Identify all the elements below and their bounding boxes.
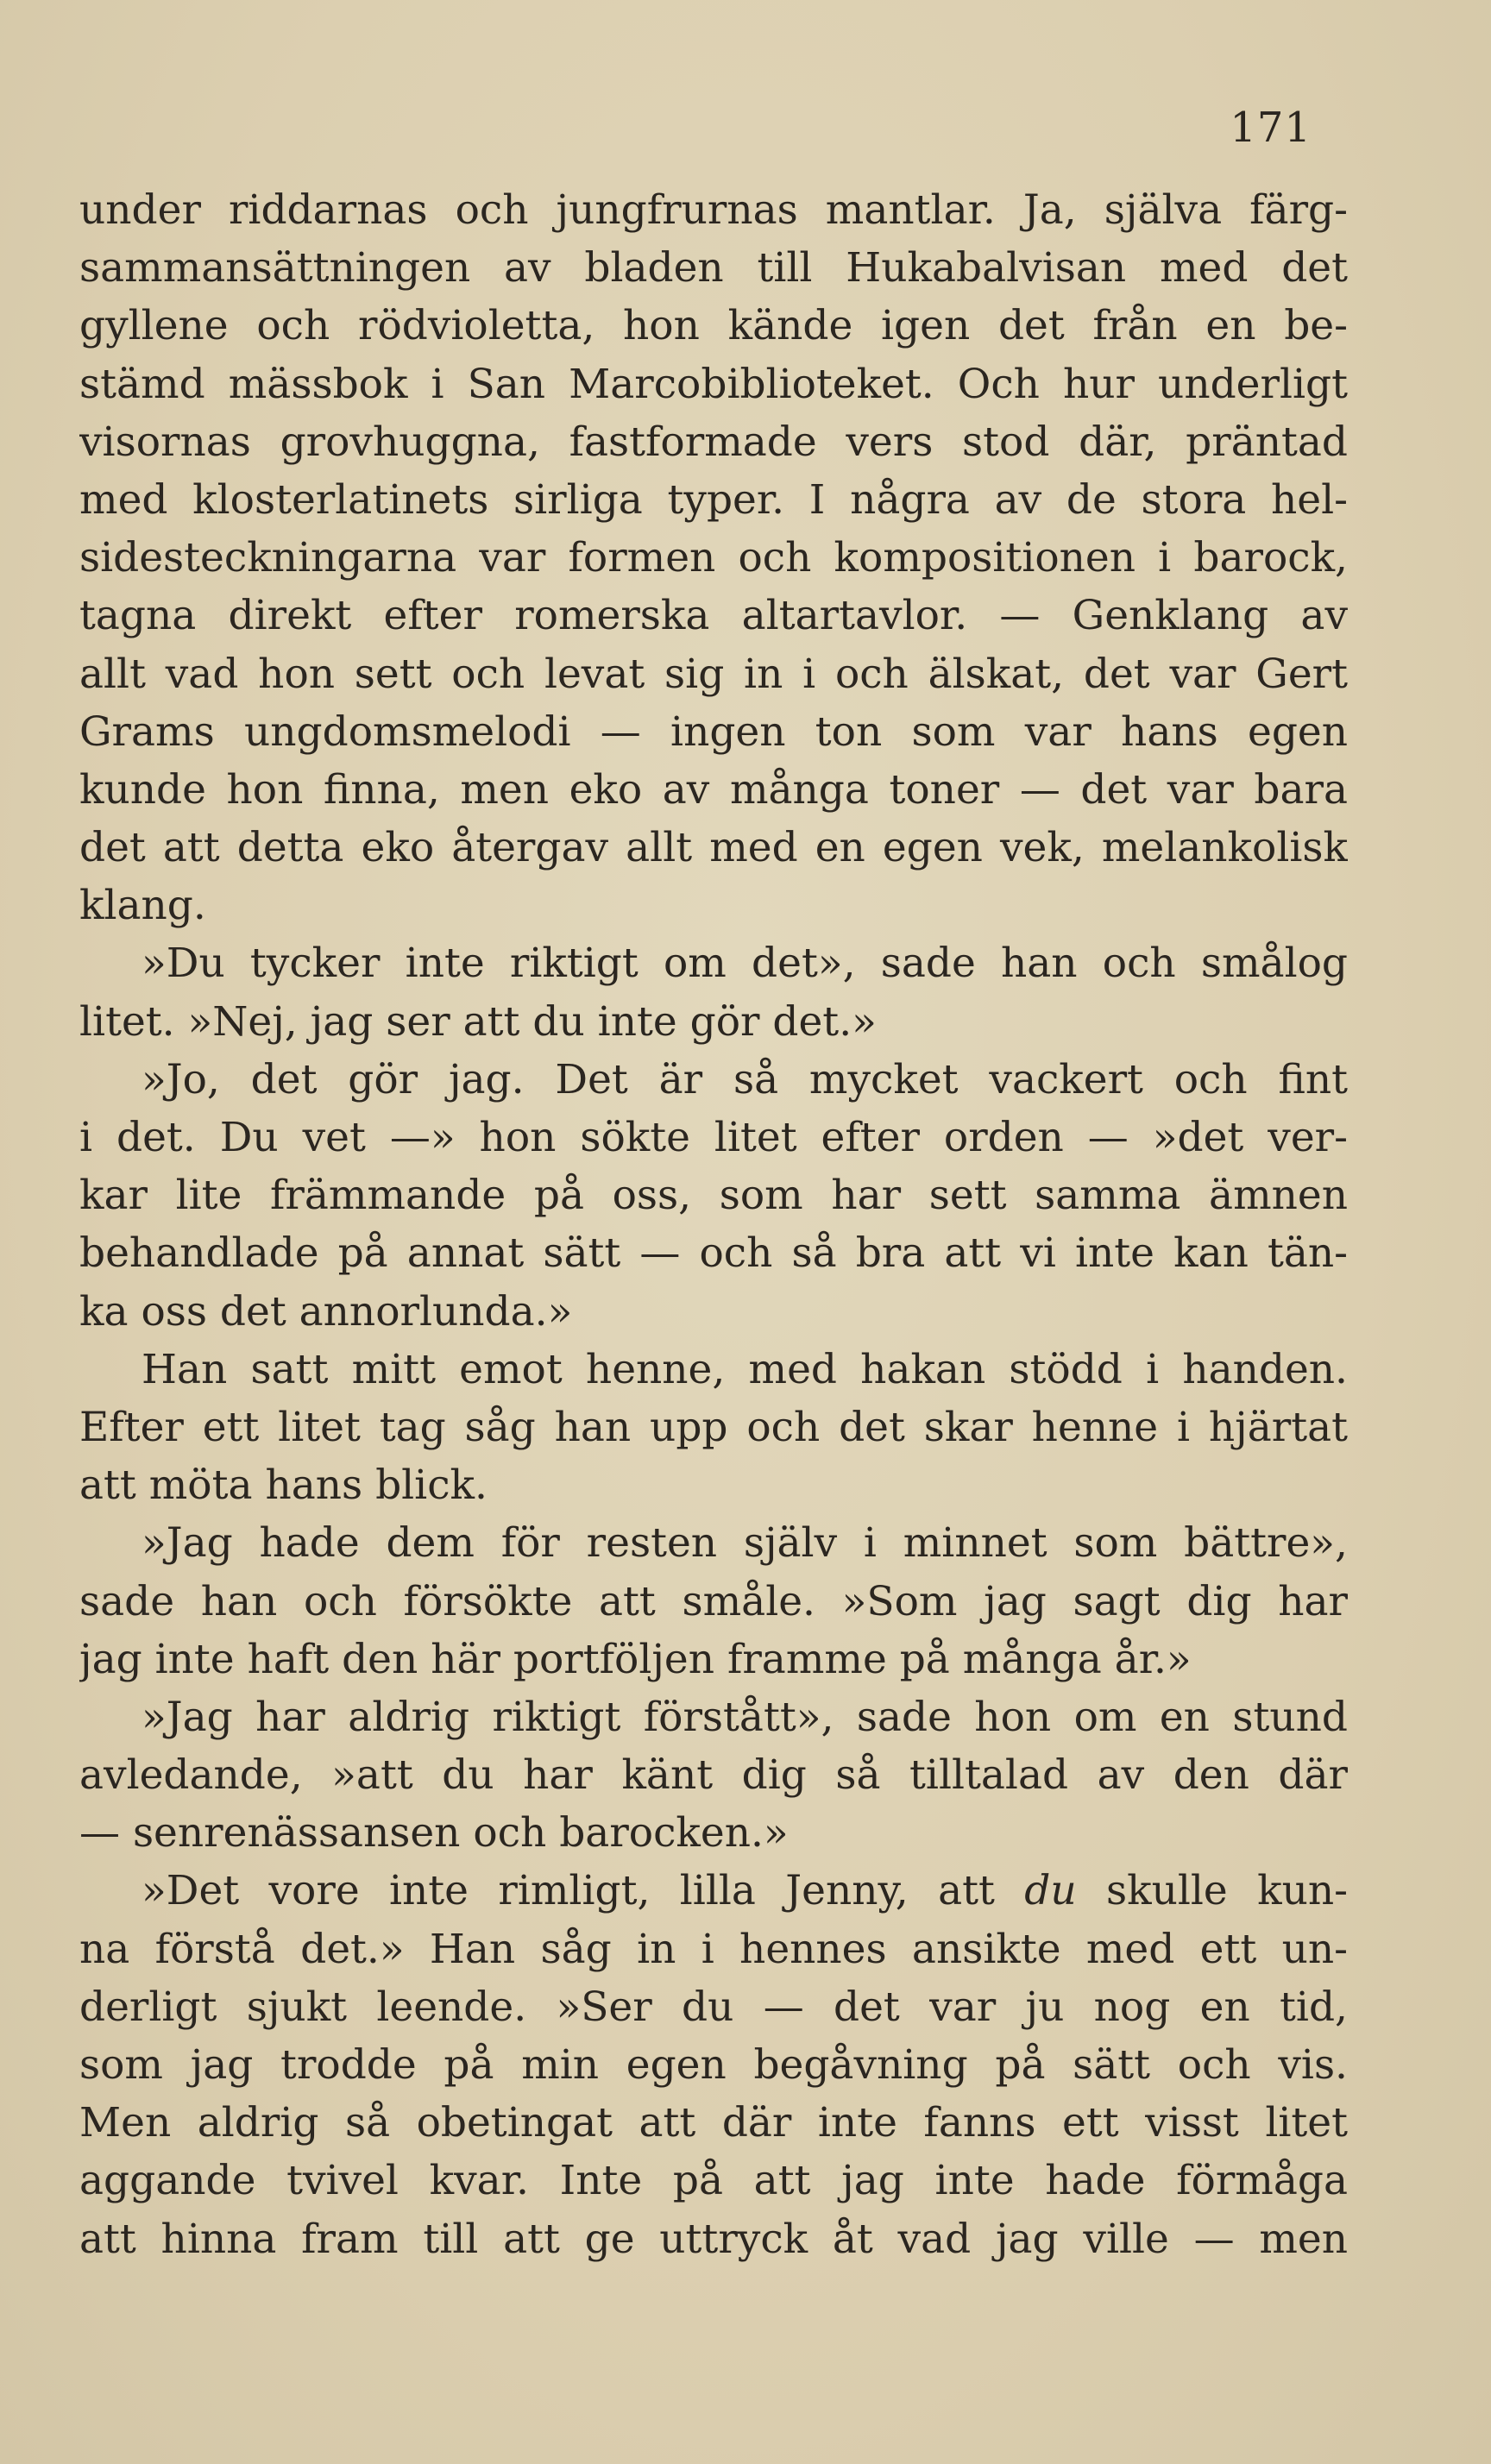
emphasized-word: du xyxy=(1024,1867,1077,1915)
text-line: »Jag hade dem för resten själv i minnet som bättre», xyxy=(142,1519,1348,1568)
text-line: sidesteckningarna var formen och kompositionen i barock, xyxy=(79,534,1348,582)
text-line: Grams ungdomsmelodi — ingen ton som var hans egen xyxy=(79,707,1348,756)
text-line: derligt sjukt leende. »Ser du — det var ju nog en tid, xyxy=(79,1983,1348,2031)
text-line: aggande tvivel kvar. Inte på att jag inte hade förmåga xyxy=(79,2157,1348,2205)
text-line: »Jo, det gör jag. Det är så mycket vackert och fint xyxy=(142,1055,1348,1103)
text-line: »Det vore inte rimligt, lilla Jenny, att du skulle kun- xyxy=(142,1867,1348,1915)
text-line: — senrenässansen och barocken.» xyxy=(79,1809,789,1857)
text-line: »Jag har aldrig riktigt förstått», sade hon om en stund xyxy=(142,1693,1348,1741)
text-line: att möta hans blick. xyxy=(79,1461,488,1510)
text-line: na förstå det.» Han såg in i hennes ansikte med ett un- xyxy=(79,1925,1348,1973)
text-line: visornas grovhuggna, fastformade vers stod där, präntad xyxy=(79,418,1348,466)
text-line: litet. »Nej, jag ser att du inte gör det.» xyxy=(79,997,877,1046)
text-line: sade han och försökte att småle. »Som jag sagt dig har xyxy=(79,1577,1348,1625)
page-number: 171 xyxy=(1230,104,1312,152)
text-line: Han satt mitt emot henne, med hakan stödd i handen. xyxy=(142,1345,1348,1393)
text-line: jag inte haft den här portföljen framme på många år.» xyxy=(79,1635,1192,1683)
text-line: stämd mässbok i San Marcobiblioteket. Och hur underligt xyxy=(79,360,1348,408)
text-line: med klosterlatinets sirliga typer. I några av de stora hel- xyxy=(79,475,1348,524)
text-line: i det. Du vet —» hon sökte litet efter orden — »det ver- xyxy=(79,1114,1348,1161)
text-line: »Du tycker inte riktigt om det», sade han och smålog xyxy=(142,940,1348,988)
text-line: behandlade på annat sätt — och så bra att vi inte kan tän- xyxy=(79,1229,1348,1278)
text-line: Men aldrig så obetingat att där inte fanns ett visst litet xyxy=(79,2099,1348,2147)
text-line: som jag trodde på min egen begåvning på sätt och vis. xyxy=(79,2041,1348,2089)
text-line: gyllene och rödvioletta, hon kände igen det från en be- xyxy=(79,302,1348,350)
text-line: klang. xyxy=(79,882,206,930)
text-line: att hinna fram till att ge uttryck åt vad jag ville — men xyxy=(79,2215,1348,2263)
body-text xyxy=(79,181,1348,2268)
text-line: Efter ett litet tag såg han upp och det skar henne i hjärtat xyxy=(79,1403,1348,1451)
text-line: tagna direkt efter romerska altartavlor. — Genklang av xyxy=(79,592,1348,640)
text-line: allt vad hon sett och levat sig in i och älskat, det var Gert xyxy=(79,650,1348,698)
text-line: under riddarnas och jungfrurnas mantlar. Ja, själva färg- xyxy=(79,186,1348,234)
text-line: avledande, »att du har känt dig så tilltalad av den där xyxy=(79,1751,1348,1800)
text-line: kunde hon finna, men eko av många toner — det var bara xyxy=(79,765,1348,814)
text-line: sammansättningen av bladen till Hukabalvisan med det xyxy=(79,244,1348,292)
text-line: ka oss det annorlunda.» xyxy=(79,1287,573,1336)
text-line: det att detta eko återgav allt med en egen vek, melankolisk xyxy=(79,824,1348,872)
text-line: kar lite främmande på oss, som har sett samma ämnen xyxy=(79,1172,1348,1220)
